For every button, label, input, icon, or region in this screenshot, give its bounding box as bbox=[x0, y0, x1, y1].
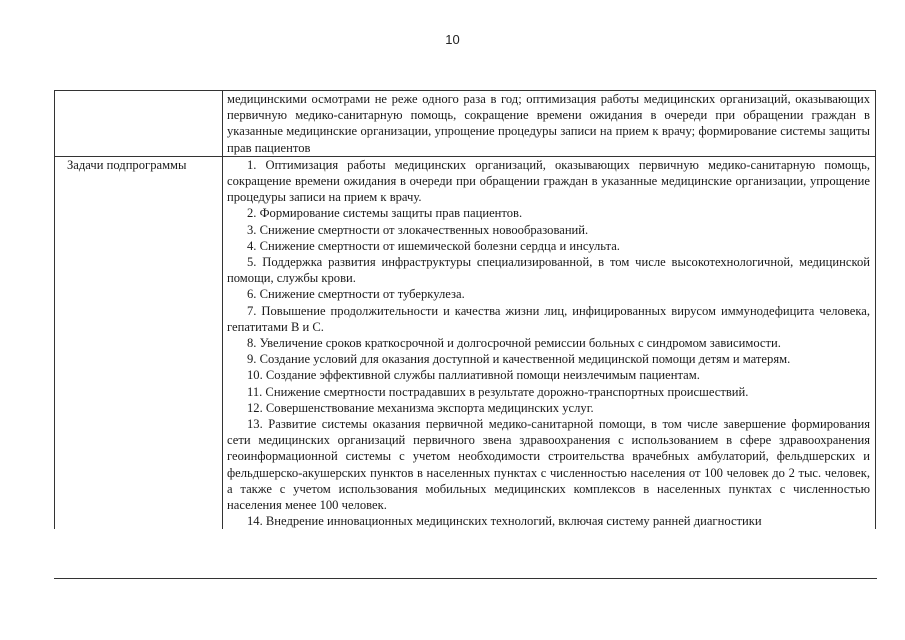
task-item-9: 9. Создание условий для оказания доступной и качественной медицинской помощи детям и матерям. bbox=[247, 352, 791, 367]
task-item-12: 12. Совершенствование механизма экспорта медицинских услуг. bbox=[247, 400, 594, 415]
subprogram-passport-table bbox=[54, 90, 876, 529]
continuation-cell bbox=[223, 91, 876, 157]
task-item-1: 1. Оптимизация работы медицинских организаций, оказывающих первичную медико-санитарную помощь, сокращение времени ожидания в очереди при обращении граждан в указанные медицинские организации, упрощение процедуры записи на прием к врачу. bbox=[227, 157, 870, 205]
task-item-10: 10. Создание эффективной службы паллиативной помощи неизлечимым пациентам. bbox=[247, 368, 700, 383]
task-item-7: 7. Повышение продолжительности и качества жизни лиц, инфицированных вирусом иммунодефицита человека, гепатитами B и C. bbox=[227, 303, 870, 334]
task-item-14: 14. Внедрение инновационных медицинских технологий, включая систему ранней диагностики bbox=[247, 514, 762, 529]
task-item-2: 2. Формирование системы защиты прав пациентов. bbox=[247, 206, 523, 221]
empty-label-cell bbox=[55, 91, 223, 157]
task-item-6: 6. Снижение смертности от туберкулеза. bbox=[247, 287, 465, 302]
task-item-11: 11. Снижение смертности пострадавших в результате дорожно-транспортных происшествий. bbox=[247, 384, 749, 399]
continuation-text: медицинскими осмотрами не реже одного раза в год; оптимизация работы медицинских организаций, оказывающих первичную медико-санитарную помощь, сокращение времени ожидания в очереди при обращении граждан в указанные медицинские организации, упрощение процедуры записи на прием к врачу; формирование системы защиты прав пациентов bbox=[227, 92, 870, 155]
tasks-label-cell: Задачи подпрограммы bbox=[55, 156, 223, 529]
table-row-continuation bbox=[55, 91, 876, 157]
task-item-5: 5. Поддержка развития инфраструктуры специализированной, в том числе высокотехнологичной, медицинской помощи, службы крови. bbox=[227, 255, 870, 286]
task-item-4: 4. Снижение смертности от ишемической болезни сердца и инсульта. bbox=[247, 238, 620, 253]
task-item-8: 8. Увеличение сроков краткосрочной и долгосрочной ремиссии больных с синдромом зависимости. bbox=[247, 336, 781, 351]
table-row-tasks bbox=[55, 156, 876, 529]
task-item-3: 3. Снижение смертности от злокачественных новообразований. bbox=[247, 222, 589, 237]
table-bottom-border bbox=[54, 578, 877, 579]
page-number: 10 bbox=[445, 32, 460, 47]
tasks-cell bbox=[223, 156, 876, 529]
task-item-13: 13. Развитие системы оказания первичной медико-санитарной помощи, в том числе завершение формирования сети медицинских организаций первичного звена здравоохранения с использованием в сфере здравоохранения геоинформационной системы с учетом необходимости строительства врачебных амбулаторий, фельдшерских и фельдшерско-акушерских пунктов в населенных пунктах с численностью населения от 100 человек до 2 тыс. человек, а также с учетом использования мобильных медицинских комплексов в населенных пунктах с численностью населения менее 100 человек. bbox=[227, 417, 870, 513]
